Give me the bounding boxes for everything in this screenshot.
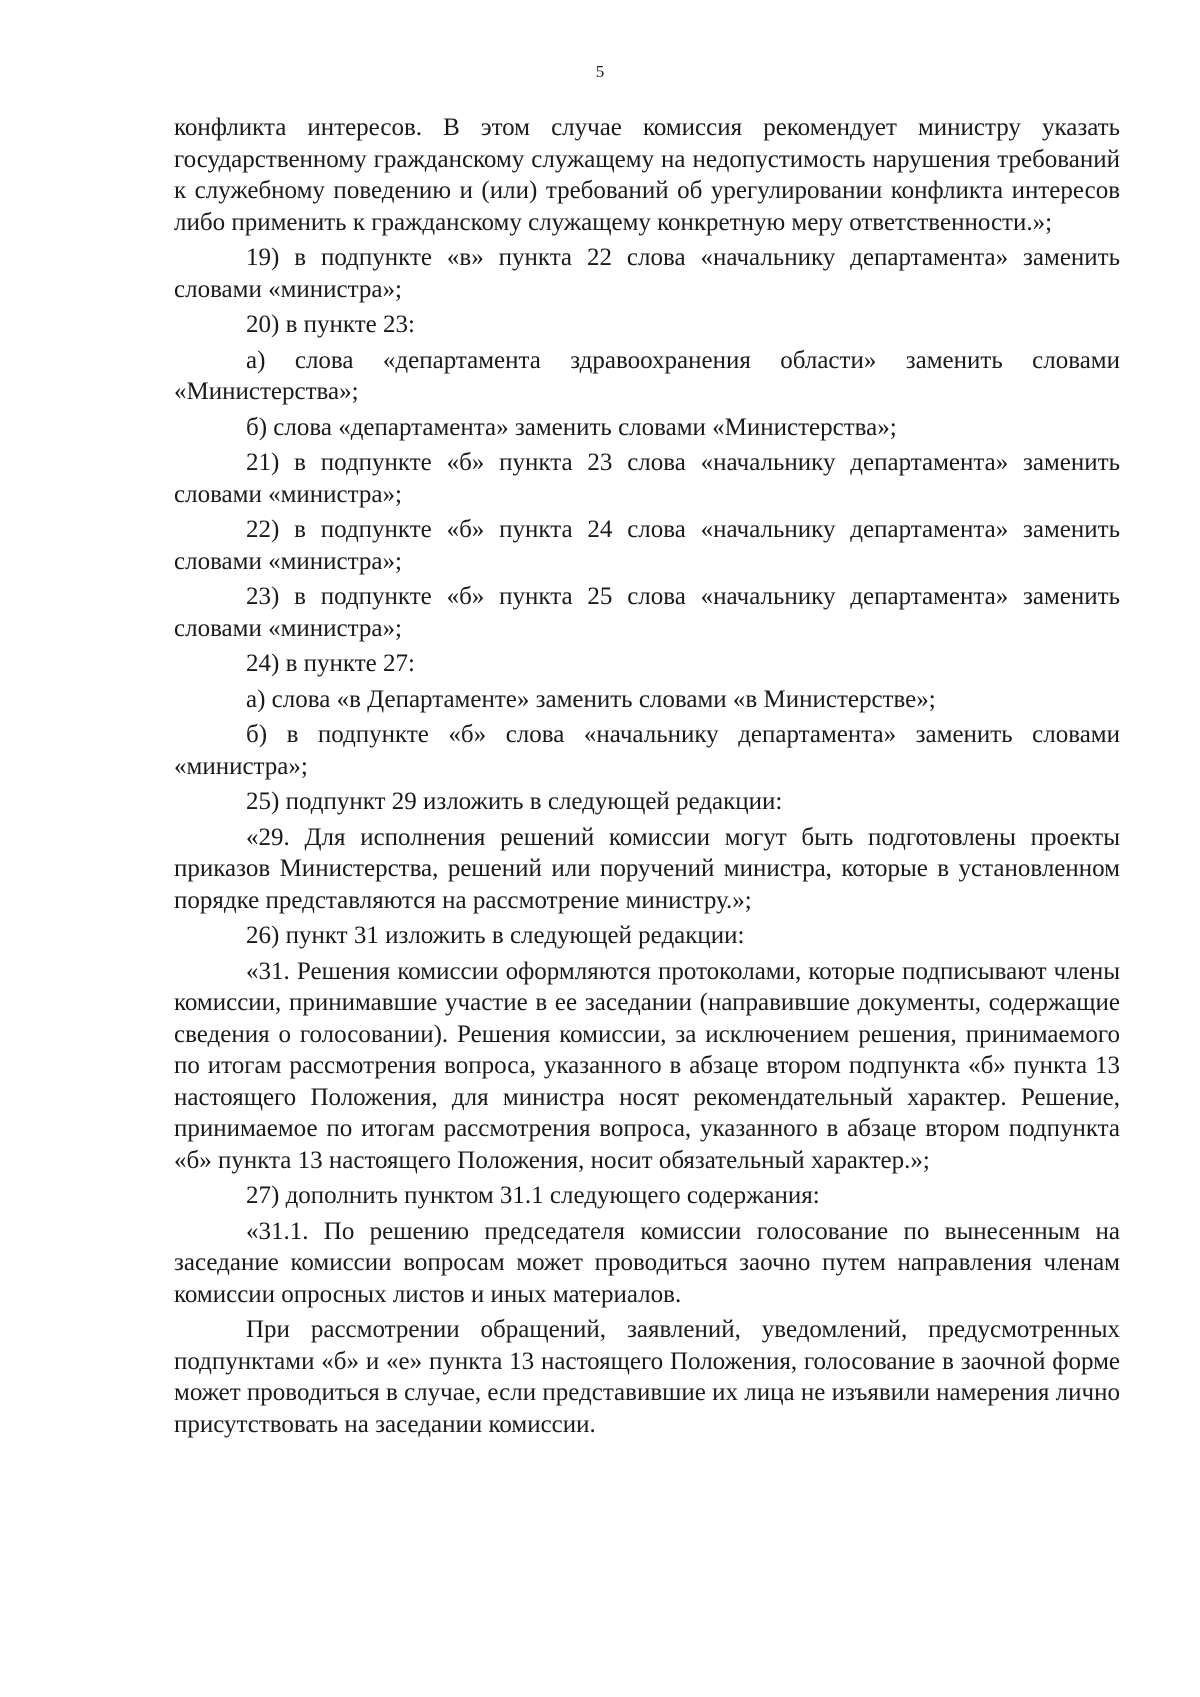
- item-24-a: а) слова «в Департаменте» заменить словами «в Министерстве»;: [246, 685, 936, 713]
- paragraph-continuation: конфликта интересов. В этом случае комиссия рекомендует министру указать государственному гражданскому служащему на недопустимость нарушения требований к служебному поведению и (или) требований об урегулировании конфликта интересов либо применить к гражданскому служащему конкретную меру ответственности.»;: [174, 114, 1120, 236]
- item-27-text-continued: При рассмотрении обращений, заявлений, уведомлений, предусмотренных подпунктами «б» и «е» пункта 13 настоящего Положения, голосование в заочной форме может проводиться в случае, если представившие их лица не изъявили намерения лично присутствовать на заседании комиссии.: [174, 1316, 1120, 1438]
- item-27: 27) дополнить пунктом 31.1 следующего содержания:: [246, 1182, 820, 1209]
- document-body: [174, 112, 1120, 1440]
- item-20-a: а) слова «департамента здравоохранения области» заменить словами «Министерства»;: [174, 346, 1120, 405]
- item-26-text: «31. Решения комиссии оформляются протоколами, которые подписывают члены комиссии, принимавшие участие в ее заседании (направившие документы, содержащие сведения о голосовании). Решения комиссии, за исключением решения, принимаемого по итогам рассмотрения вопроса, указанного в абзаце втором подпункта «б» пункта 13 настоящего Положения, для министра носят рекомендательный характер. Решение, принимаемое по итогам рассмотрения вопроса, указанного в абзаце втором подпункта «б» пункта 13 настоящего Положения, носит обязательный характер.»;: [174, 957, 1120, 1174]
- item-24-b: б) в подпункте «б» слова «начальнику департамента» заменить словами «министра»;: [174, 721, 1120, 780]
- item-25: 25) подпункт 29 изложить в следующей редакции:: [246, 788, 783, 815]
- item-22: 22) в подпункте «б» пункта 24 слова «начальнику департамента» заменить словами «министра»;: [174, 516, 1120, 575]
- item-21: 21) в подпункте «б» пункта 23 слова «начальнику департамента» заменить словами «министра»;: [174, 449, 1120, 508]
- item-20: 20) в пункте 23:: [246, 311, 415, 338]
- item-25-text: «29. Для исполнения решений комиссии могут быть подготовлены проекты приказов Министерства, решений или поручений министра, которые в установленном порядке представляются на рассмотрение министру.»;: [174, 823, 1120, 914]
- item-23: 23) в подпункте «б» пункта 25 слова «начальнику департамента» заменить словами «министра»;: [174, 583, 1120, 642]
- item-24: 24) в пункте 27:: [246, 650, 415, 677]
- item-19: 19) в подпункте «в» пункта 22 слова «начальнику департамента» заменить словами «министра»;: [174, 244, 1120, 303]
- page-number: 5: [595, 62, 605, 81]
- item-20-b: б) слова «департамента» заменить словами «Министерства»;: [246, 413, 897, 441]
- item-27-text: «31.1. По решению председателя комиссии голосование по вынесенным на заседание комиссии вопросам может проводиться заочно путем направления членам комиссии опросных листов и иных материалов.: [174, 1217, 1120, 1308]
- item-26: 26) пункт 31 изложить в следующей редакции:: [246, 922, 745, 949]
